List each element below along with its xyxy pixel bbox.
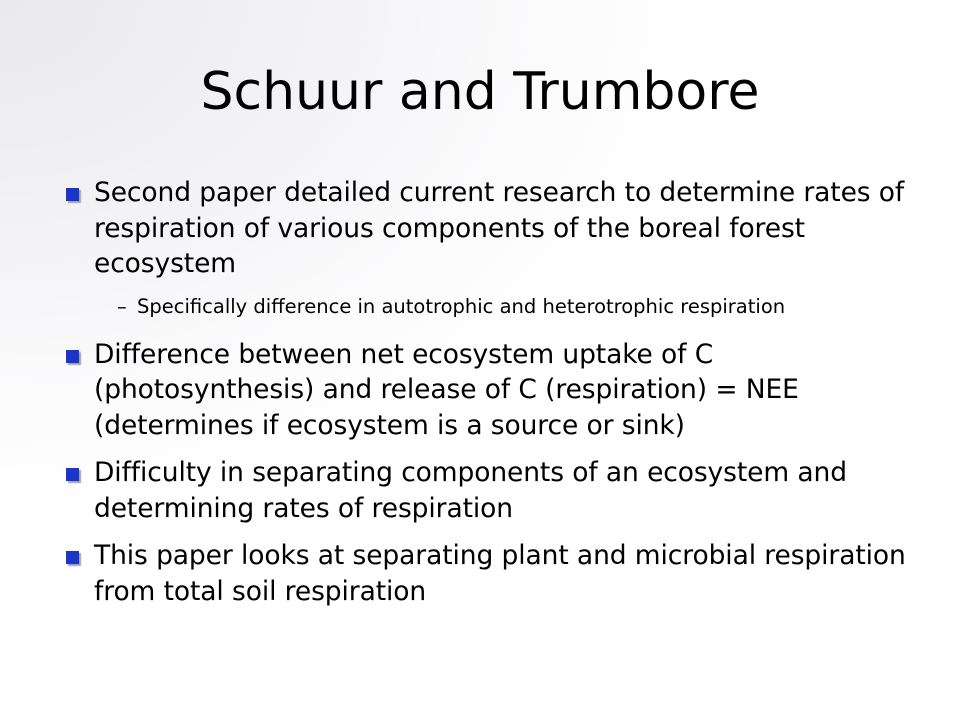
bullet-item xyxy=(66,455,906,526)
square-bullet-icon xyxy=(66,188,79,201)
bullet-item xyxy=(66,175,906,282)
bullet-item xyxy=(66,337,906,444)
bullet-list xyxy=(66,175,906,621)
bullet-item xyxy=(66,538,906,609)
sub-bullet-item xyxy=(66,294,906,319)
dash-bullet: – xyxy=(117,294,127,318)
square-bullet-icon xyxy=(66,350,79,363)
bullet-text: Difference between net ecosystem uptake of C (photosynthesis) and release of C (respiration) = NEE (determines if ecosystem is a source or sink) xyxy=(94,338,799,441)
slide-title: Schuur and Trumbore xyxy=(200,62,760,122)
bullet-text: Second paper detailed current research to determine rates of respiration of various components of the boreal forest ecosystem xyxy=(94,177,905,279)
square-bullet-icon xyxy=(66,551,79,564)
bullet-text: Difficulty in separating components of an ecosystem and determining rates of respiration xyxy=(94,457,847,524)
sub-bullet-text: Specifically difference in autotrophic and heterotrophic respiration xyxy=(137,294,786,318)
square-bullet-icon xyxy=(66,468,79,481)
bullet-text: This paper looks at separating plant and microbial respiration from total soil respiration xyxy=(94,540,906,607)
